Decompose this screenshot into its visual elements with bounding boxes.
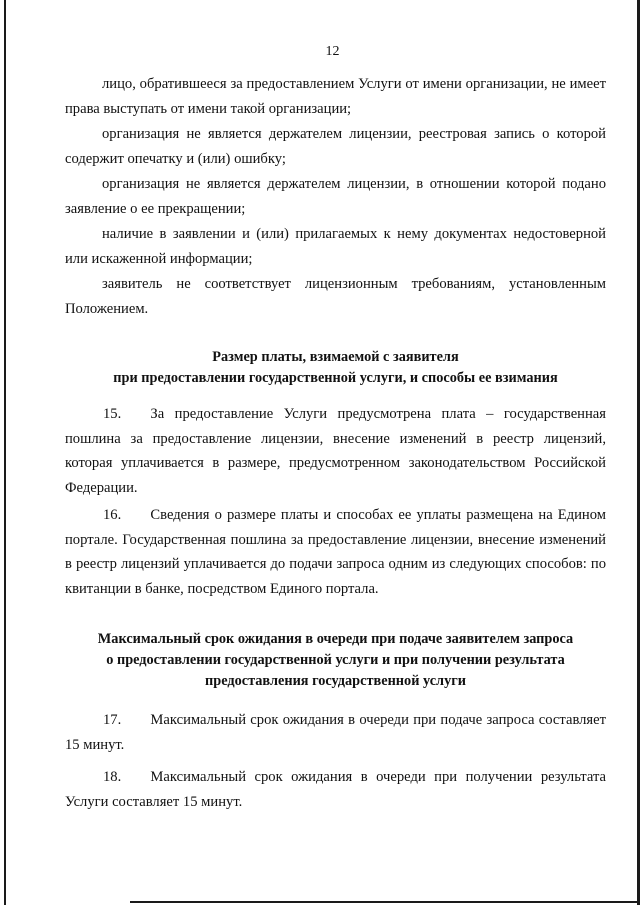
refusal-grounds-list xyxy=(65,72,606,321)
document-body xyxy=(65,72,606,814)
page-number: 12 xyxy=(325,44,340,59)
scan-edge-left xyxy=(4,0,6,905)
paragraph-17: 17. Максимальный срок ожидания в очереди при подаче запроса составляет 15 минут. xyxy=(65,712,606,753)
heading-line: о предоставлении государственной услуги и при получении результата xyxy=(106,652,565,668)
paragraph-18: 18. Максимальный срок ожидания в очереди при получении результата Услуги составляет 15 минут. xyxy=(65,769,606,810)
section-heading-wait xyxy=(65,629,606,692)
heading-line: Максимальный срок ожидания в очереди при подаче заявителем запроса xyxy=(97,631,574,647)
heading-line: предоставления государственной услуги xyxy=(205,673,466,689)
list-item: заявитель не соответствует лицензионным требованиям, установленным Положением. xyxy=(65,276,606,317)
list-item: наличие в заявлении и (или) прилагаемых к нему документах недостоверной или искаженной информации; xyxy=(65,226,606,267)
heading-line: при предоставлении государственной услуги, и способы ее взимания xyxy=(113,370,558,386)
list-item: организация не является держателем лицензии, реестровая запись о которой содержит опечатку и (или) ошибку; xyxy=(65,126,606,167)
heading-line: Размер платы, взимаемой с заявителя xyxy=(212,349,459,365)
list-item: лицо, обратившееся за предоставлением Услуги от имени организации, не имеет права выступать от имени такой организации; xyxy=(65,76,606,117)
scan-edge-bottom xyxy=(130,901,640,903)
list-item: организация не является держателем лицензии, в отношении которой подано заявление о ее прекращении; xyxy=(65,176,606,217)
section-heading-fee xyxy=(65,347,606,389)
paragraph-16: 16. Сведения о размере платы и способах ее уплаты размещена на Едином портале. Государственная пошлина за предоставление лицензии, внесение изменений в реестр лицензий уплачивается до подачи запроса одним из следующих способов: по квитанции в банке, посредством Единого портала. xyxy=(65,507,606,597)
paragraph-15: 15. За предоставление Услуги предусмотрена плата – государственная пошлина за предоставление лицензии, внесение изменений в реестр лицензий, которая уплачивается в размере, предусмотренном законодательством Российской Федерации. xyxy=(65,406,606,496)
